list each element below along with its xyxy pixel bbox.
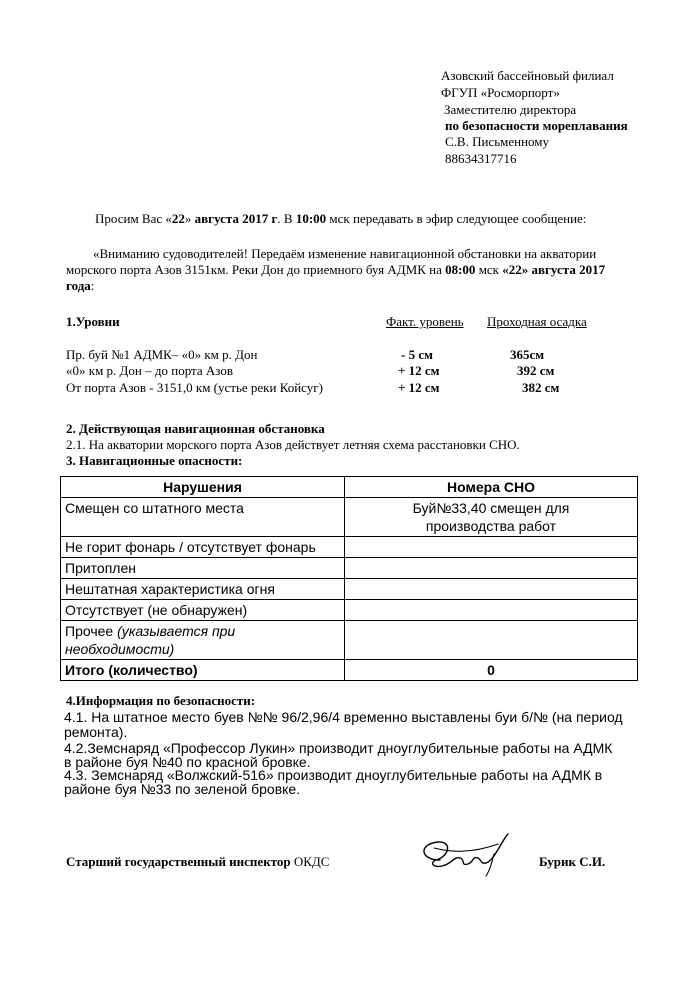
table-cell-value-line: производства работ — [425, 518, 557, 534]
message-line-3 — [66, 278, 94, 294]
section4-line: 4.1. На штатное место буев №№ 96/2,96/4 временно выставлены буи б/№ (на период — [64, 709, 623, 725]
table-cell-name: Смещен со штатного места — [61, 498, 345, 537]
request-time: 10:00 — [295, 211, 327, 226]
section4-line: в районе буя №40 по красной бровке. — [64, 754, 311, 770]
section4-line: ремонта). — [64, 724, 128, 740]
table-cell-value — [345, 537, 638, 558]
addressee-line: по безопасности мореплавания — [445, 118, 628, 133]
table-row — [61, 558, 638, 579]
levels-row-place: От порта Азов - 3151,0 км (устье реки Койсуг) — [66, 380, 323, 395]
table-total-label: Итого (количество) — [61, 660, 345, 681]
signatory-name: Бурик С.И. — [539, 854, 606, 869]
table-row — [61, 579, 638, 600]
section4-line: 4.3. Земснаряд «Волжский-516» производит дноуглубительные работы на АДМК в — [64, 767, 603, 783]
levels-row-fact: + 12 см — [398, 380, 440, 395]
addressee-line: Азовский бассейновый филиал — [441, 68, 614, 83]
message-line-2-start: морского порта Азов 3151км. Реки Дон до приемного буя АДМК на — [66, 262, 446, 277]
request-line — [95, 211, 586, 227]
message-year-word: года — [66, 278, 91, 293]
table-cell-name: Не горит фонарь / отсутствует фонарь — [61, 537, 345, 558]
levels-col-draft: Проходная осадка — [487, 314, 587, 329]
table-cell-value — [345, 621, 638, 660]
table-header-row — [61, 477, 638, 498]
table-cell-name: Нештатная характеристика огня — [61, 579, 345, 600]
violations-table — [60, 476, 638, 681]
addressee-line: 88634317716 — [445, 151, 517, 166]
levels-row-place: Пр. буй №1 АДМК– «0» км р. Дон — [66, 347, 258, 362]
table-cell-name: Притоплен — [61, 558, 345, 579]
signatory-dept: ОКДС — [290, 854, 330, 869]
levels-col-fact: Факт. уровень — [386, 314, 464, 329]
table-cell-value — [345, 600, 638, 621]
addressee-line: С.В. Письменному — [445, 134, 550, 149]
table-header: Нарушения — [61, 477, 345, 498]
handwritten-signature — [410, 830, 520, 880]
levels-row-draft: 365см — [510, 347, 545, 362]
request-middle: » — [184, 211, 195, 226]
table-cell-value — [345, 579, 638, 600]
table-cell-name — [61, 621, 345, 660]
request-day: 22 — [171, 211, 185, 226]
addressee-line: ФГУП «Росморпорт» — [441, 85, 560, 100]
table-row — [61, 537, 638, 558]
message-date: «22» августа 2017 — [502, 262, 606, 277]
request-prefix: Просим Вас « — [95, 211, 172, 226]
addressee-block — [441, 68, 681, 178]
other-prefix: Прочее — [65, 623, 118, 639]
section4-line: районе буя №33 по зеленой бровке. — [64, 781, 301, 797]
levels-row-draft: 382 см — [522, 380, 560, 395]
table-cell-value — [345, 498, 638, 537]
message-mid: мск — [475, 262, 503, 277]
section2-text: 2.1. На акватории морского порта Азов действует летняя схема расстановки СНО. — [66, 437, 520, 452]
levels-row-fact: - 5 см — [401, 347, 433, 362]
table-cell-name: Отсутствует (не обнаружен) — [61, 600, 345, 621]
section4-line: 4.2.Земснаряд «Профессор Лукин» производит дноуглубительные работы на АДМК — [64, 740, 613, 756]
other-note: (указывается при — [117, 623, 236, 639]
table-row — [61, 600, 638, 621]
table-total-row — [61, 660, 638, 681]
message-line-2 — [66, 262, 605, 278]
levels-row-place: «0» км р. Дон – до порта Азов — [66, 363, 233, 378]
signatory-position — [66, 854, 329, 870]
message-line-1: «Вниманию судоводителей! Передаём изменение навигационной обстановки на акватории — [93, 246, 597, 261]
table-row — [61, 498, 638, 537]
table-cell-value — [345, 558, 638, 579]
addressee-line: Заместителю директора — [444, 102, 577, 117]
levels-row-draft: 392 см — [517, 363, 555, 378]
request-after-date: . В — [277, 211, 296, 226]
other-note: необходимости) — [65, 641, 175, 657]
signatory-title: Старший государственный инспектор — [66, 854, 291, 869]
table-header: Номера СНО — [345, 477, 638, 498]
table-row — [61, 621, 638, 660]
message-time: 08:00 — [445, 262, 476, 277]
section3-title: 3. Навигационные опасности: — [66, 453, 243, 468]
message-colon: : — [90, 278, 95, 293]
section4-title: 4.Информация по безопасности: — [66, 693, 256, 708]
section2-title: 2. Действующая навигационная обстановка — [66, 421, 325, 436]
request-suffix: мск передавать в эфир следующее сообщение: — [326, 211, 587, 226]
levels-row-fact: + 12 см — [398, 363, 440, 378]
table-total-value: 0 — [345, 660, 638, 681]
levels-title: 1.Уровни — [66, 314, 120, 329]
request-month-year: августа 2017 г — [194, 211, 278, 226]
table-cell-value-line: Буй№33,40 смещен для — [412, 500, 570, 516]
